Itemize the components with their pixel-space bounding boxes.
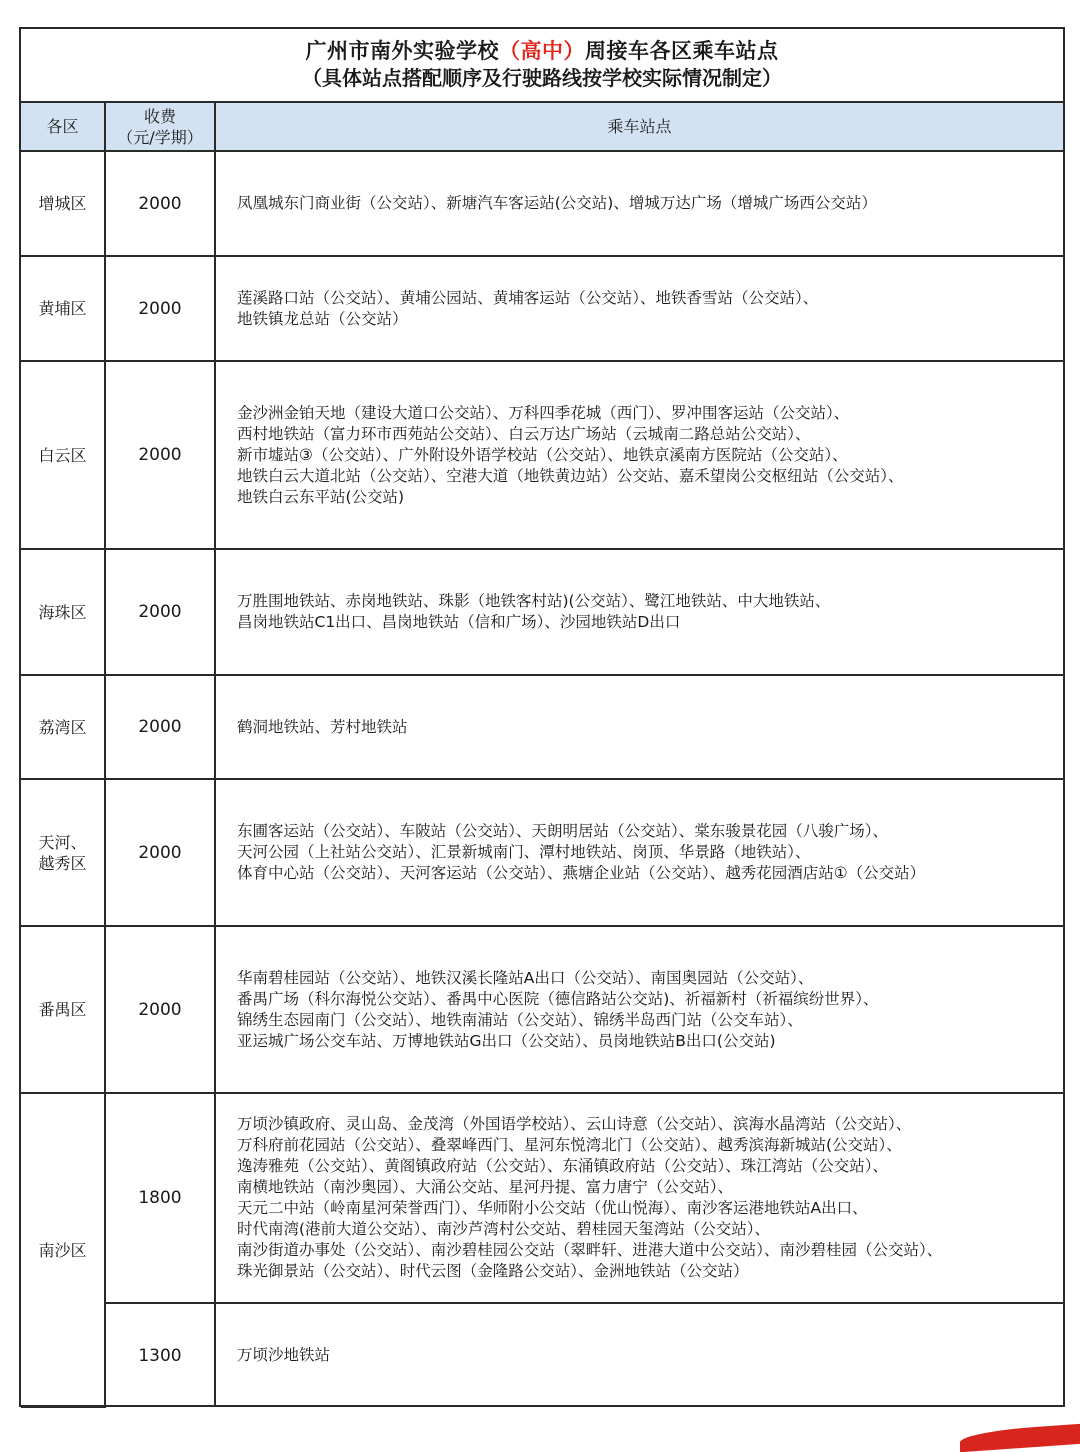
district-line2: 越秀区 [38,853,87,873]
header-fee-line2: （元/学期） [117,127,203,147]
title-prefix: 广州市南外实验学校 [305,39,499,63]
station-sheet [19,27,1065,1407]
district-cell [21,779,105,926]
station-table [21,103,1063,1408]
district-cell: 白云区 [21,361,105,549]
sheet-title [21,29,1063,103]
stations-cell: 鹤洞地铁站、芳村地铁站 [215,675,1063,779]
fee-cell: 2000 [105,926,215,1093]
table-row [21,361,1063,549]
fee-cell: 2000 [105,361,215,549]
header-fee [105,103,215,151]
stations-cell: 华南碧桂园站（公交站）、地铁汉溪长隆站A出口（公交站）、南国奥园站（公交站）、 番禺广场（科尔海悦公交站）、番禺中心医院（德信路站公交站)、祈福新村（祈福缤纷世界）、 锦绣生态园南门（公交站）、地铁南浦站（公交站）、锦绣半岛西门站（公交车站）、 亚运城广场公交车站、万博地铁站G出口（公交站）、员岗地铁站B出口(公交站) [215,926,1063,1093]
table-row [21,675,1063,779]
table-row [21,151,1063,256]
stations-cell: 东圃客运站（公交站）、车陂站（公交站）、天朗明居站（公交站）、棠东骏景花园（八骏广场）、 天河公园（上社站公交站）、汇景新城南门、潭村地铁站、岗顶、华景路（地铁站）、 体育中心站（公交站）、天河客运站（公交站）、燕塘企业站（公交站）、越秀花园酒店站①（公交站） [215,779,1063,926]
header-fee-line1: 收费 [143,106,176,126]
table-row [21,1093,1063,1303]
stations-cell: 莲溪路口站（公交站）、黄埔公园站、黄埔客运站（公交站）、地铁香雪站（公交站）、 地铁镇龙总站（公交站） [215,256,1063,361]
district-line1: 天河、 [38,832,87,852]
fee-cell: 2000 [105,151,215,256]
stations-cell: 金沙洲金铂天地（建设大道口公交站）、万科四季花城（西门）、罗冲围客运站（公交站）、 西村地铁站（富力环市西苑站公交站）、白云万达广场站（云城南二路总站公交站）、 新市墟站③（公交站）、广外附设外语学校站（公交站）、地铁京溪南方医院站（公交站）、 地铁白云大道北站（公交站）、空港大道（地铁黄边站）公交站、嘉禾望岗公交枢纽站（公交站）、 地铁白云东平站(公交站) [215,361,1063,549]
fee-cell: 1800 [105,1093,215,1303]
red-corner-decoration [960,1422,1080,1452]
table-row [21,779,1063,926]
stations-cell: 凤凰城东门商业街（公交站）、新塘汽车客运站(公交站)、增城万达广场（增城广场西公交站） [215,151,1063,256]
fee-cell: 2000 [105,549,215,675]
fee-cell: 2000 [105,779,215,926]
fee-cell: 2000 [105,256,215,361]
fee-cell: 1300 [105,1303,215,1407]
district-cell: 番禺区 [21,926,105,1093]
district-cell: 海珠区 [21,549,105,675]
title-line2: （具体站点搭配顺序及行驶路线按学校实际情况制定） [302,66,782,90]
title-highlight: （高中） [499,39,585,63]
stations-cell: 万顷沙镇政府、灵山岛、金茂湾（外国语学校站）、云山诗意（公交站）、滨海水晶湾站（公交站）、 万科府前花园站（公交站）、叠翠峰西门、星河东悦湾北门（公交站）、越秀滨海新城站(公交站）、 逸涛雅苑（公交站）、黄阁镇政府站（公交站）、东涌镇政府站（公交站）、珠江湾站（公交站）、 南横地铁站（南沙奥园）、大涌公交站、星河丹提、富力唐宁（公交站）、 天元二中站（岭南星河荣誉西门）、华师附小公交站（优山悦海）、南沙客运港地铁站A出口、 时代南湾(港前大道公交站）、南沙芦湾村公交站、碧桂园天玺湾站（公交站）、 南沙街道办事处（公交站）、南沙碧桂园公交站（翠畔轩、进港大道中公交站）、南沙碧桂园（公交站）、 珠光御景站（公交站）、时代云图（金隆路公交站）、金洲地铁站（公交站） [215,1093,1063,1303]
stations-cell: 万顷沙地铁站 [215,1303,1063,1407]
stations-cell: 万胜围地铁站、赤岗地铁站、珠影（地铁客村站)(公交站）、鹭江地铁站、中大地铁站、 昌岗地铁站C1出口、昌岗地铁站（信和广场）、沙园地铁站D出口 [215,549,1063,675]
district-cell: 南沙区 [21,1093,105,1407]
header-stations: 乘车站点 [215,103,1063,151]
table-row [21,926,1063,1093]
header-district: 各区 [21,103,105,151]
table-header-row [21,103,1063,151]
title-line1 [21,38,1063,65]
table-row [21,256,1063,361]
district-cell: 黄埔区 [21,256,105,361]
table-row [21,1303,1063,1407]
district-cell: 荔湾区 [21,675,105,779]
district-cell: 增城区 [21,151,105,256]
table-row [21,549,1063,675]
fee-cell: 2000 [105,675,215,779]
title-suffix: 周接车各区乘车站点 [585,39,779,63]
